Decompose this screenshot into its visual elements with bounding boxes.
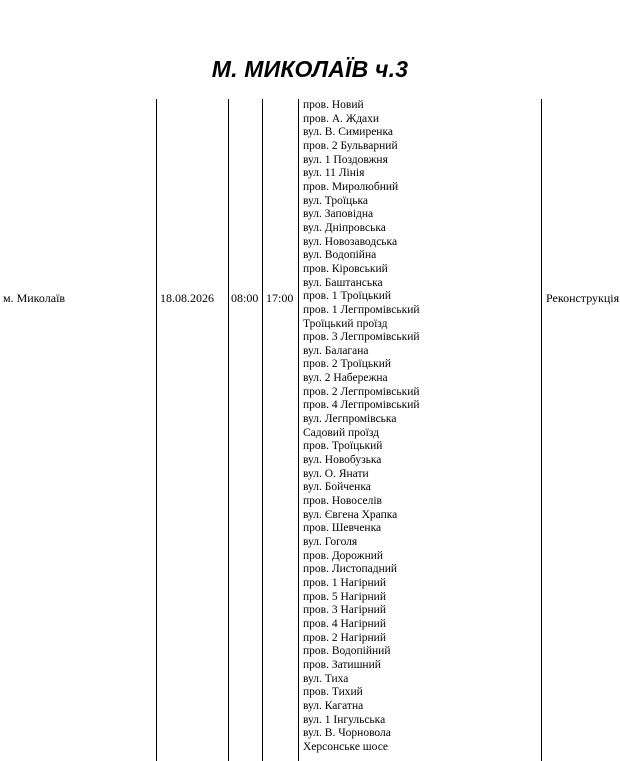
column-divider [541, 99, 542, 761]
column-divider [298, 99, 299, 761]
street-item: пров. Новий [303, 99, 364, 111]
street-item: вул. 2 Набережна [303, 372, 388, 385]
street-item: пров. 3 Нагірний [303, 604, 386, 617]
street-item: Садовий проїзд [303, 426, 380, 439]
street-item: вул. 1 Поздовжня [303, 153, 388, 166]
settlement-cell: м. Миколаїв [3, 291, 66, 305]
street-item: вул. 1 Інгульська [303, 713, 386, 726]
street-item: пров. 2 Легпромівський [303, 385, 420, 398]
street-item: Херсонське шосе [303, 740, 389, 753]
street-item: Троїцький проїзд [303, 317, 388, 330]
street-item: вул. Водопійна [303, 249, 377, 262]
street-item: вул. Дніпровська [303, 221, 386, 234]
street-item: пров. 1 Троїцький [303, 290, 392, 303]
street-item: пров. 2 Троїцький [303, 358, 392, 371]
street-item: пров. Затишний [303, 658, 381, 671]
street-item: вул. Заповідна [303, 208, 374, 221]
street-item: вул. В. Симиренка [303, 126, 393, 139]
page-title: М. МИКОЛАЇВ ч.3 [211, 56, 409, 82]
column-divider [228, 99, 229, 761]
reason-cell: Реконструкція [546, 291, 620, 305]
street-item: пров. Троїцький [303, 440, 383, 453]
column-divider [262, 99, 263, 761]
time-end-cell: 17:00 [266, 291, 294, 305]
street-item: пров. 4 Легпромівський [303, 399, 420, 412]
street-item: вул. Бойченка [303, 481, 371, 494]
time-start-cell: 08:00 [231, 291, 259, 305]
street-item: пров. 1 Нагірний [303, 576, 386, 589]
street-item: пров. Миролюбний [303, 180, 399, 193]
date-cell: 18.08.2026 [160, 291, 214, 305]
street-item: вул. Гоголя [303, 536, 358, 548]
street-item: пров. Новоселів [303, 495, 382, 508]
street-item: вул. Новобузька [303, 454, 382, 467]
street-item: вул. О. Янати [303, 467, 369, 480]
column-divider [156, 99, 157, 761]
street-item: пров. А. Ждахи [303, 112, 380, 125]
street-list [303, 99, 420, 755]
street-item: пров. 2 Нагірний [303, 631, 386, 644]
street-item: пров. Тихий [303, 686, 363, 699]
street-item: пров. 5 Нагірний [303, 590, 386, 603]
street-item: вул. Балагана [303, 344, 369, 357]
street-item: вул. Троїцька [303, 194, 368, 207]
street-item: вул. Баштанська [303, 276, 383, 289]
street-item: вул. Легпромівська [303, 413, 397, 426]
street-item: пров. Дорожний [303, 549, 384, 562]
street-item: пров. 2 Бульварний [303, 139, 398, 152]
street-item: пров. 4 Нагірний [303, 617, 386, 630]
street-item: пров. 3 Легпромівський [303, 331, 420, 344]
street-item: вул. Тиха [303, 672, 349, 685]
street-item: пров. Шевченка [303, 522, 382, 535]
street-item: вул. 11 Лінія [303, 167, 365, 180]
street-item: пров. Водопійний [303, 645, 391, 658]
street-item: пров. Кіровський [303, 262, 388, 275]
street-item: вул. Новозаводська [303, 235, 398, 248]
street-item: пров. Листопадний [303, 563, 398, 576]
street-item: вул. Кагатна [303, 699, 364, 712]
street-item: пров. 1 Легпромівський [303, 303, 420, 316]
street-item: вул. Євгена Храпка [303, 508, 398, 521]
street-item: вул. В. Чорновола [303, 727, 391, 740]
